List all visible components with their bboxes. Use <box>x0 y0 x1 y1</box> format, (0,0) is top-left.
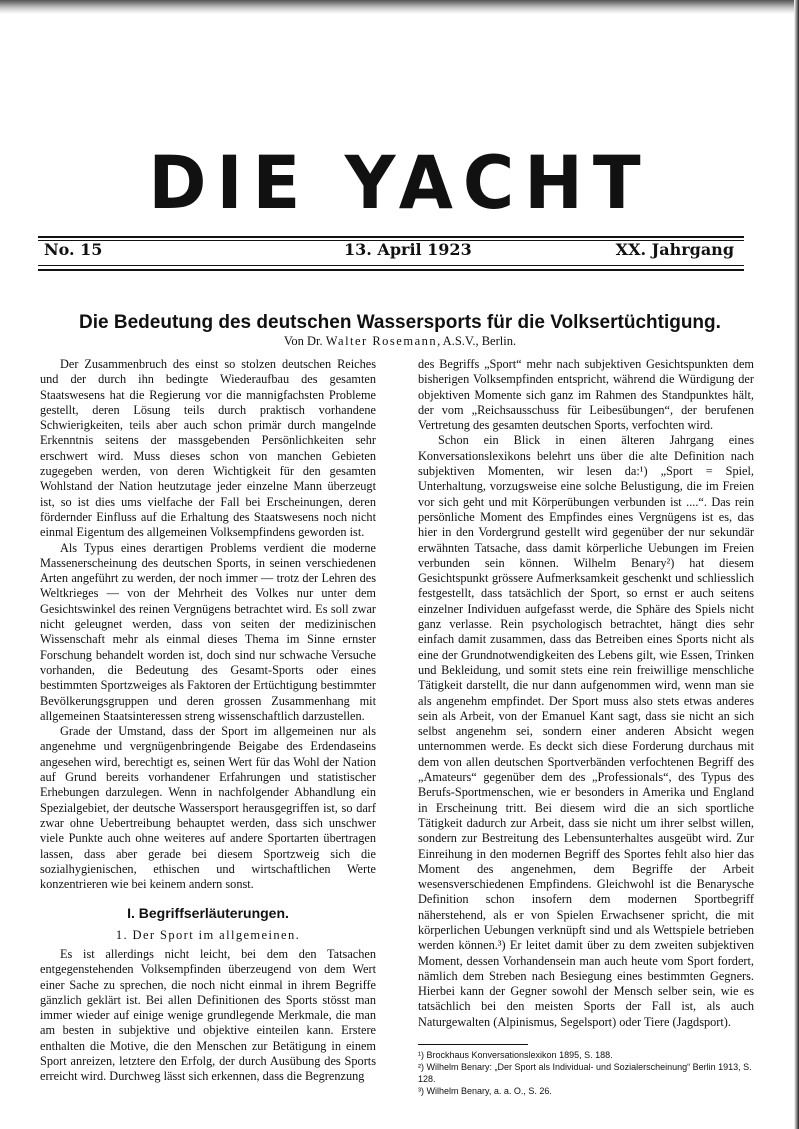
byline-prefix: Von Dr. <box>283 334 323 348</box>
header-rule-bottom <box>38 269 744 271</box>
issue-number: No. 15 <box>44 240 103 259</box>
footnote: ²) Wilhelm Benary: „Der Sport als Individual- und Sozialerscheinung“ Berlin 1913, S. 128. <box>418 1062 752 1085</box>
byline-suffix: , A.S.V., Berlin. <box>437 334 517 348</box>
header-rule-bottom-thin <box>38 265 744 266</box>
section-heading: I. Begriffserläuterungen. <box>127 905 289 922</box>
sub-heading: 1. Der Sport im allgemeinen. <box>115 927 301 942</box>
paragraph: Der Zusammenbruch des einst so stolzen deutschen Reiches und der durch ihn bedingte Wiederaufbau des gesamten Staatswesens hat die Regierung vor die mannigfachsten Probleme gestellt, deren Lösung teils durch praktisch vorhandene Schwierigkeiten, teils aber auch schon primär durch mangelnde Erkenntnis seitens der massgebenden Persönlichkeiten sehr erschwert wird. Muss dieses schon von manchen Gebieten zugegeben werden, von deren Wichtigkeit für den gesamten Wohlstand der Nation heutzutage jeder einzelne Mann überzeugt ist, so ist dies ums vielfache der Fall bei Erscheinungen, deren fördernder Einfluss auf die Erhaltung des Staatswesens noch nicht einmal Eigentum des allgemeinen Volksempfindens geworden ist. <box>40 357 376 540</box>
issue-volume: XX. Jahrgang <box>615 240 734 259</box>
scan-edge-top <box>0 0 799 14</box>
header-rule-top <box>38 236 744 238</box>
paragraph: Es ist allerdings nicht leicht, bei dem den Tatsachen entgegenstehenden Volksempfinden überzeugend von dem Wert einer Sache zu sprechen, die noch nicht einmal in ihrem Begriffe gänzlich geklärt ist. Bei allen Definitionen des Sports stösst man immer wieder auf einige wenige grundlegende Merkmale, die man am besten in subjektive und objektive einteilen kann. Erstere enthalten die Motive, die den Menschen zur Betätigung in einem Sport anreizen, letztere den Erfolg, der durch Ausübung des Sports erreicht wird. Durchweg lässt sich erkennen, dass die Begrenzung <box>40 946 376 1084</box>
issue-date: 13. April 1923 <box>344 240 472 259</box>
footnote-rule <box>418 1044 528 1045</box>
paragraph: des Begriffs „Sport“ mehr nach subjektiven Gesichtspunkten dem bisherigen Volksempfinden entspricht, während die Würdigung der objektiven Momente sich ganz im Rahmen des Standpunktes hält, der vom „Reichsausschuss für Leibesübungen“, der berufenen Vertretung des gesamten deutschen Sports, verfochten wird. <box>418 357 754 433</box>
author-name: Walter Rosemann <box>325 334 438 348</box>
paragraph: Als Typus eines derartigen Problems verdient die moderne Massenerscheinung des deutschen Sports, in seinen verschiedenen Arten angeführt zu werden, der noch immer — trotz der Lehren des Weltkrieges — von der Mehrheit des Volkes nur unter dem Gesichtswinkel des reinen Vergnügens betrachtet wird. Es soll zwar nicht geleugnet werden, dass von seiten der medizinischen Wissenschaft mehr als einmal dieses Thema im Sinne ernster Forschung behandelt worden ist, doch sind nur schwache Versuche vorhanden, die Bedeutung des Gesamt-Sports oder eines bestimmten Sportzweiges als Faktoren der Ertüchtigung bestimmter Bevölkerungsgruppen und deren grossen Zusammenhang mit allgemeinen Staatsinteressen streng wissenschaftlich darzustellen. <box>40 540 376 723</box>
masthead-title: DIE YACHT <box>148 139 651 227</box>
footnote: ³) Wilhelm Benary, a. a. O., S. 26. <box>418 1086 552 1097</box>
left-column <box>40 357 376 1085</box>
issue-info-row <box>44 240 734 264</box>
right-column <box>418 357 754 1097</box>
article-title: Die Bedeutung des deutschen Wassersports für die Volksertüchtigung. <box>79 312 721 333</box>
footnote: ¹) Brockhaus Konversationslexikon 1895, S. 188. <box>418 1050 613 1061</box>
article-byline <box>40 334 760 349</box>
paragraph: Schon ein Blick in einen älteren Jahrgang eines Konversationslexikons belehrt uns über die alte Definition nach subjektiven Momenten, wir lesen da:¹) „Sport = Spiel, Unterhaltung, vorzugsweise eine solche Belustigung, die im Freien vor sich geht und mit Körperübungen verbunden ist ....“. Das rein persönliche Moment des Empfindes eines Vergnügens ist es, das hier in den Vordergrund gestellt wird gegenüber der nur sekundär erwähnten Tatsache, dass damit körperliche Uebungen im Freien verbunden sein können. Wilhelm Benary²) hat diesem Gesichtspunkt grössere Aufmerksamkeit geschenkt und schliesslich festgestellt, dass tatsächlich der Sport, so ernst er auch seitens einzelner Individuen aufgefasst werde, die Sphäre des Spiels nicht ganz verlasse. Rein psychologisch betrachtet, hängt dies sehr einfach damit zusammen, dass das Betreiben eines Sports nicht als eine der Grundnotwendigkeiten des Lebens gilt, wie Essen, Trinken und Bekleidung, und somit stets eine rein freiwillige menschliche Tätigkeit darstellt, die nur dann aufgenommen wird, wenn man sie als angenehm empfindet. Der Sport muss also stets etwas anderes sein als Arbeit, von der Emanuel Kant sagt, dass sie nicht an sich selbst angenehm sei, sondern einer anderen Absicht wegen unternommen werde. Es deckt sich diese Forderung durchaus mit dem von allen deutschen Sportverbänden verfochtenen Begriff des „Amateurs“ gegenüber dem des „Professionals“, des Typus des Berufs-Sportmenschen, wie er besonders in Amerika und England in Erscheinung tritt. Bei diesem wird die an sich sportliche Tätigkeit dadurch zur Arbeit, dass sie nicht um ihrer selbst willen, sondern zur Bestreitung des Lebensunterhaltes ausgeübt wird. Zur Einreihung in den modernen Begriff des Sportes fehlt also hier das Moment des angenehmen, dem Begriffe der Arbeit wesensverschiedenen Empfindens. Gleichwohl ist die Benarysche Definition schon insofern dem modernen Sportbegriff näherstehend, als er von Spielen Erwachsener spricht, die mit körperlichen Uebungen verknüpft sind und als Wettspiele betrieben werden können.³) Er leitet damit über zu dem zweiten subjektiven Moment, dessen Vorhandensein man auch heute vom Sport fordert, nämlich dem Streben nach Besiegung eines bestimmten Gegners. Hierbei kann der Gegner sowohl der Mensch selber sein, wie es tatsächlich bei den meisten Sports der Fall ist, als auch Naturgewalten (Alpinismus, Segelsport) oder Tiere (Jagdsport). <box>418 433 754 1029</box>
paragraph: Grade der Umstand, dass der Sport im allgemeinen nur als angenehme und vergnügenbringende Beigabe des Erdendaseins angesehen wird, berechtigt es, seinen Wert für das Wohl der Nation auf Grund bereits vorhandener Erfahrungen und statistischer Erhebungen darzulegen. Wenn in nachfolgender Abhandlung ein Spezialgebiet, der deutsche Wassersport herausgegriffen ist, so darf zwar ohne Uebertreibung behauptet werden, dass sich unschwer viele Punkte auch ohne weiteres auf andere Sportarten übertragen lassen, dass aber gerade bei diesem Sportzweig sich die sozialhygienischen, ethischen und wirtschaftlichen Werte konzentrieren wie bei keinem andern sonst. <box>40 724 376 892</box>
